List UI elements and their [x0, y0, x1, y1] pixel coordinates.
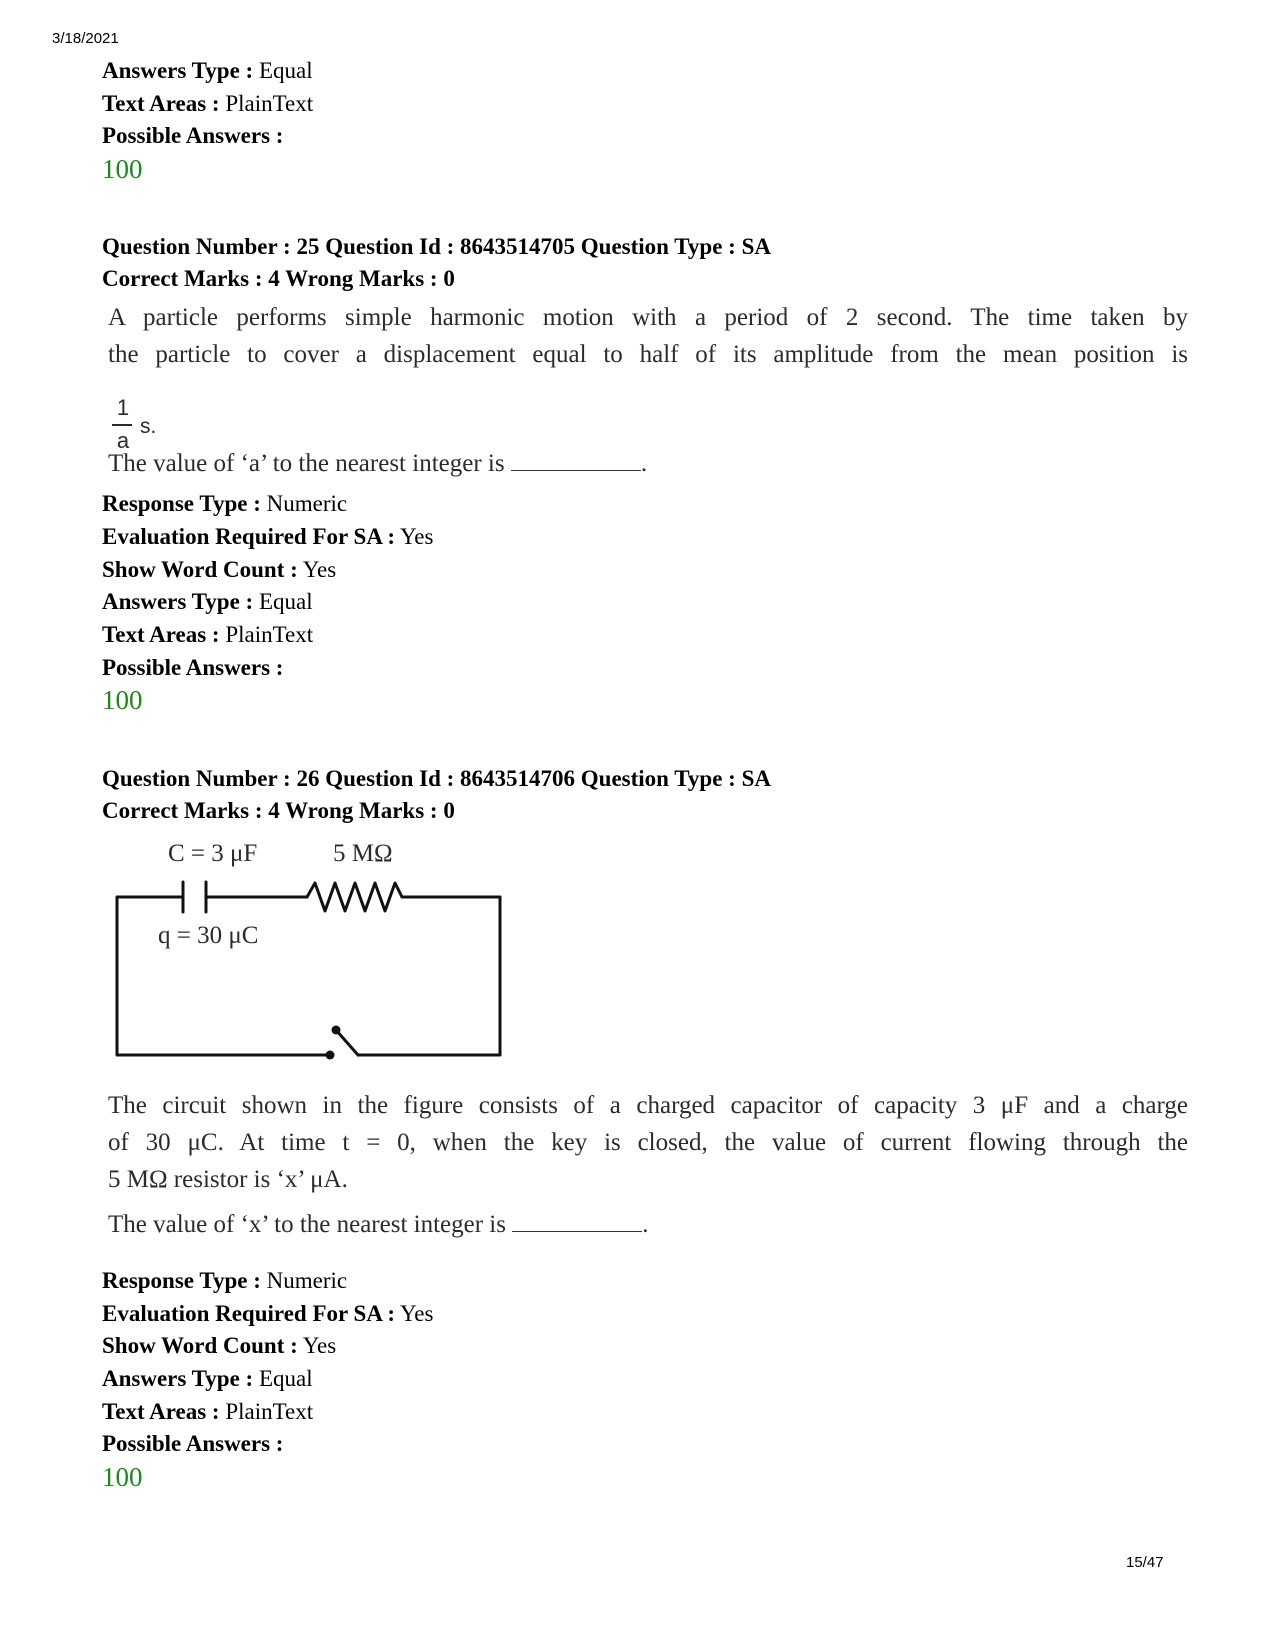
question-text-line: the particle to cover a displacement equal to half of its amplitude from the mean position is [108, 341, 1188, 368]
text-areas-value: PlainText [225, 1399, 314, 1424]
possible-answers-row [102, 653, 283, 683]
answers-type-label: Answers Type : [102, 589, 254, 614]
evaluation-row [102, 1299, 433, 1329]
question-prompt [108, 444, 647, 483]
possible-answers-label: Possible Answers : [102, 123, 284, 148]
word-count-label: Show Word Count : [102, 557, 298, 582]
response-type-value: Numeric [266, 1268, 348, 1293]
text-areas-label: Text Areas : [102, 622, 220, 647]
question-prompt [108, 1205, 649, 1244]
answers-type-row [102, 1364, 313, 1394]
response-type-label: Response Type : [102, 1268, 261, 1293]
switch-contact-top [332, 1026, 341, 1035]
possible-answers-label: Possible Answers : [102, 1431, 284, 1456]
rc-circuit-diagram [110, 835, 520, 1070]
question-marks: Correct Marks : 4 Wrong Marks : 0 [102, 798, 455, 823]
answers-type-row [102, 56, 313, 86]
evaluation-row [102, 522, 433, 552]
switch-contact-bottom [326, 1051, 335, 1060]
text-areas-row [102, 620, 313, 650]
response-type-label: Response Type : [102, 491, 261, 516]
response-type-row [102, 1266, 347, 1296]
answers-type-row [102, 587, 313, 617]
possible-answers-label: Possible Answers : [102, 655, 284, 680]
evaluation-value: Yes [400, 524, 434, 549]
possible-answer-value: 100 [102, 154, 143, 184]
prompt-text: The value of ‘x’ to the nearest integer is [108, 1211, 506, 1238]
print-date: 3/18/2021 [52, 30, 119, 47]
circuit-wire-left [117, 897, 330, 1055]
question-text-line: The circuit shown in the figure consists of a charged capacitor of capacity 3 μF and a charge [108, 1092, 1188, 1119]
possible-answers-row [102, 1429, 283, 1459]
possible-answer-value: 100 [102, 685, 143, 715]
resistance-label: 5 MΩ [333, 840, 393, 867]
question-text-line: 5 MΩ resistor is ‘x’ μA. [108, 1166, 348, 1193]
text-areas-label: Text Areas : [102, 1399, 220, 1424]
answers-type-value: Equal [258, 589, 313, 614]
page-number: 15/47 [1126, 1554, 1164, 1571]
answers-type-label: Answers Type : [102, 1366, 254, 1391]
possible-answer-value: 100 [102, 1462, 143, 1492]
answers-type-value: Equal [258, 1366, 313, 1391]
switch-lever [336, 1030, 358, 1055]
question-text-line: A particle performs simple harmonic motion with a period of 2 second. The time taken by [108, 304, 1188, 331]
prompt-end: . [640, 450, 648, 477]
response-type-value: Numeric [266, 491, 348, 516]
text-areas-row [102, 1397, 313, 1427]
answers-type-label: Answers Type : [102, 58, 254, 83]
answer-blank [511, 469, 641, 471]
question-text-line: of 30 μC. At time t = 0, when the key is closed, the value of current flowing through the [108, 1129, 1188, 1156]
capacitance-label: C = 3 μF [168, 840, 258, 867]
question-header: Question Number : 26 Question Id : 8643514706 Question Type : SA [102, 766, 771, 791]
circuit-wire-right [358, 897, 500, 1055]
text-areas-value: PlainText [225, 622, 314, 647]
charge-label: q = 30 μC [158, 922, 259, 949]
text-areas-row [102, 89, 313, 119]
resistor-symbol [307, 883, 402, 911]
answers-type-value: Equal [258, 58, 313, 83]
evaluation-label: Evaluation Required For SA : [102, 1301, 396, 1326]
fraction-numerator: 1 [116, 395, 130, 420]
fraction-unit: s. [140, 415, 157, 438]
question-header: Question Number : 25 Question Id : 8643514705 Question Type : SA [102, 234, 771, 259]
response-type-row [102, 489, 347, 519]
answer-blank [512, 1230, 642, 1232]
text-areas-value: PlainText [225, 91, 314, 116]
question-marks: Correct Marks : 4 Wrong Marks : 0 [102, 266, 455, 291]
fraction-denominator: a [116, 428, 130, 453]
prompt-text: The value of ‘a’ to the nearest integer is [108, 450, 505, 477]
word-count-value: Yes [302, 557, 337, 582]
fraction-bar [112, 424, 132, 426]
word-count-label: Show Word Count : [102, 1333, 298, 1358]
text-areas-label: Text Areas : [102, 91, 220, 116]
prompt-end: . [642, 1211, 649, 1238]
possible-answers-row [102, 121, 283, 151]
word-count-row [102, 1331, 336, 1361]
evaluation-label: Evaluation Required For SA : [102, 524, 396, 549]
word-count-value: Yes [302, 1333, 337, 1358]
evaluation-value: Yes [400, 1301, 434, 1326]
word-count-row [102, 555, 336, 585]
